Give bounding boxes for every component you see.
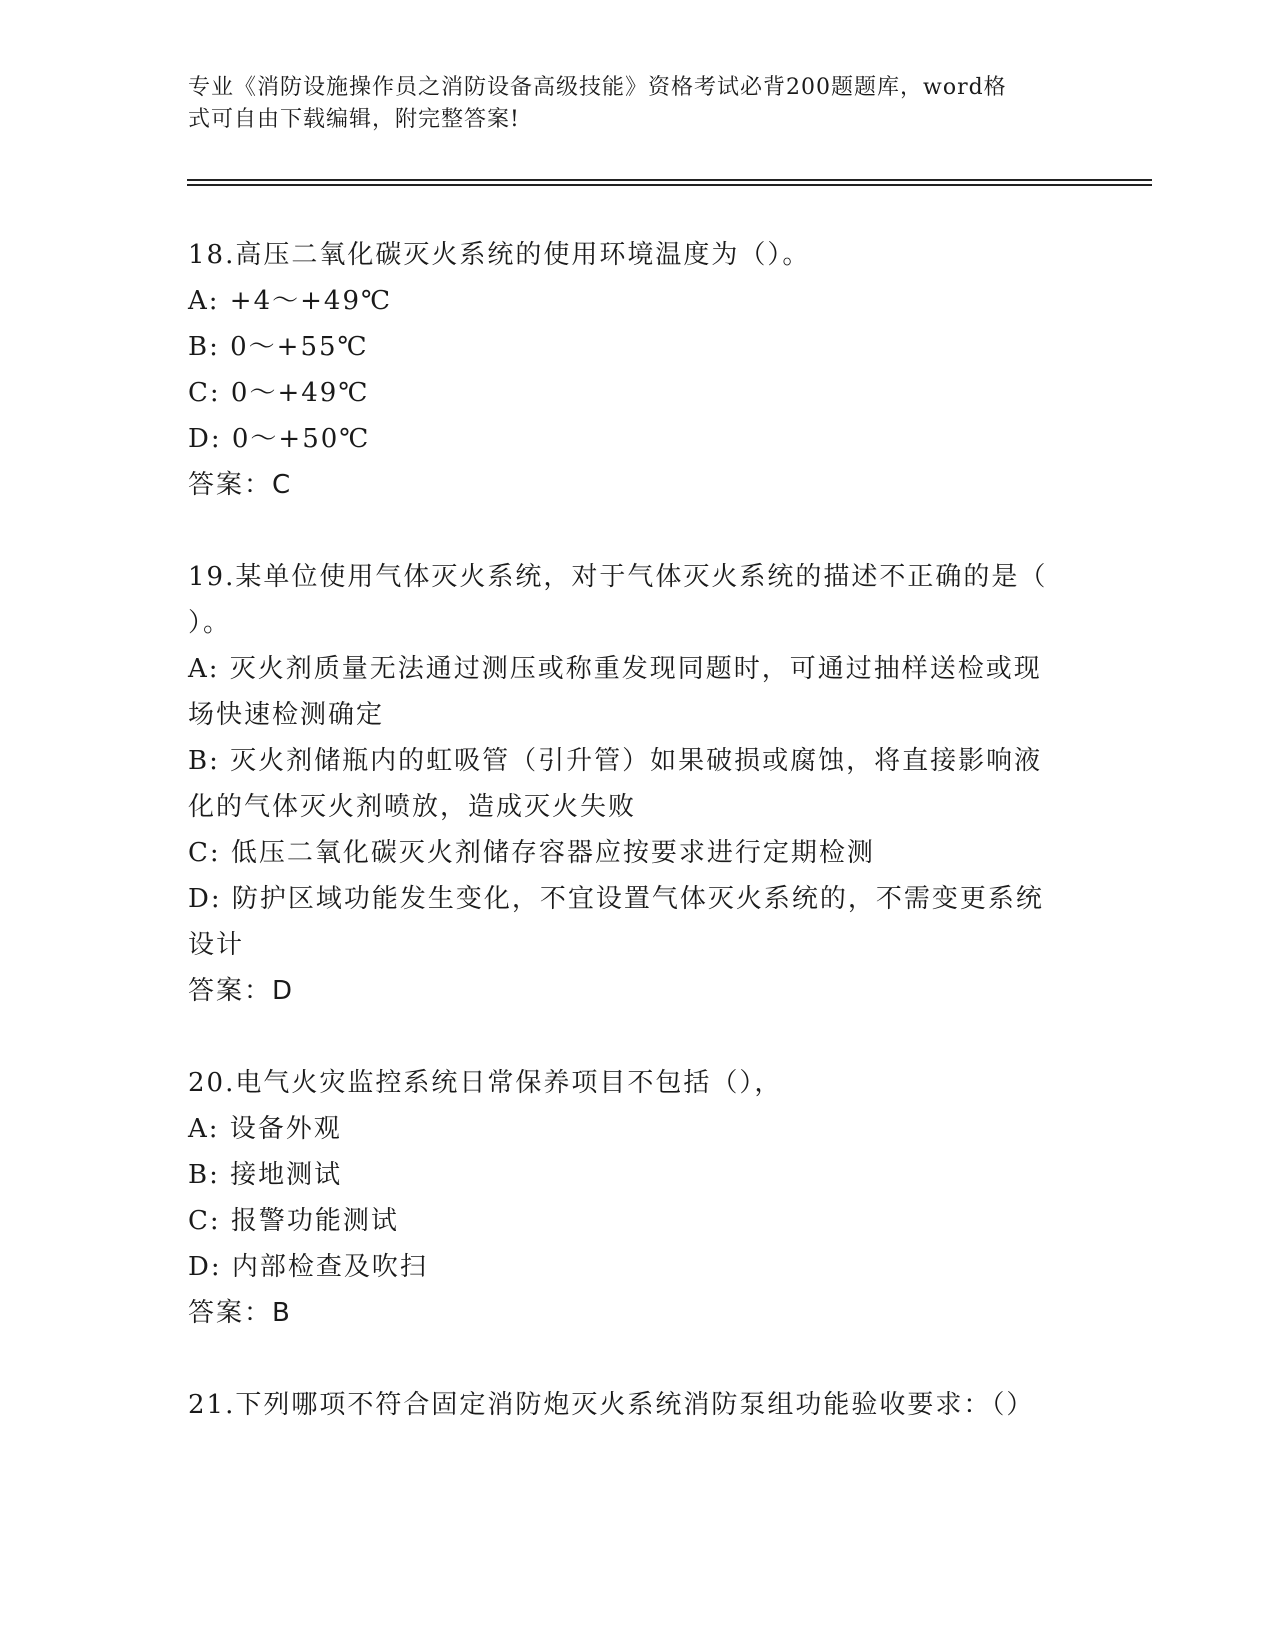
header-divider-top: [187, 179, 1152, 181]
option-a: A: 灭火剂质量无法通过测压或称重发现同题时，可通过抽样送检或现: [188, 654, 1042, 684]
question-stem: 19.某单位使用气体灭火系统，对于气体灭火系统的描述不正确的是（: [188, 562, 1048, 592]
question-stem: 18.高压二氧化碳灭火系统的使用环境温度为（）。: [188, 240, 811, 270]
option-a: A: 设备外观: [188, 1114, 342, 1144]
option-c: C: 报警功能测试: [188, 1206, 399, 1236]
question-list: [188, 232, 1088, 1474]
option-b-cont: 化的气体灭火剂喷放，造成灭火失败: [188, 792, 637, 822]
answer-line: 答案：D: [188, 976, 295, 1006]
option-c: C: 低压二氧化碳灭火剂储存容器应按要求进行定期检测: [188, 838, 875, 868]
option-a-cont: 场快速检测确定: [188, 700, 385, 730]
option-b: B: 0～+55℃: [188, 332, 369, 362]
header-line-1: 专业《消防设施操作员之消防设备高级技能》资格考试必背200题题库，word格: [188, 75, 1007, 100]
question-19: [188, 554, 1088, 1014]
option-d-cont: 设计: [188, 930, 245, 960]
question-21: [188, 1382, 1088, 1428]
option-b: B: 接地测试: [188, 1160, 343, 1190]
option-c: C: 0～+49℃: [188, 378, 370, 408]
question-20: [188, 1060, 1088, 1336]
option-d: D: 0～+50℃: [188, 424, 371, 454]
option-a: A: +4～+49℃: [188, 286, 393, 316]
option-d: D: 防护区域功能发生变化，不宜设置气体灭火系统的，不需变更系统: [188, 884, 1044, 914]
header-divider-bottom: [187, 184, 1152, 186]
answer-line: 答案：B: [188, 1298, 292, 1328]
question-stem-cont: ）。: [188, 608, 232, 638]
answer-line: 答案：C: [188, 470, 293, 500]
question-stem: 20.电气火灾监控系统日常保养项目不包括（），: [188, 1068, 783, 1098]
question-18: [188, 232, 1088, 508]
document-header: [188, 72, 1068, 136]
question-stem: 21.下列哪项不符合固定消防炮灭火系统消防泵组功能验收要求：（）: [188, 1390, 1035, 1420]
option-d: D: 内部检查及吹扫: [188, 1252, 428, 1282]
option-b: B: 灭火剂储瓶内的虹吸管（引升管）如果破损或腐蚀，将直接影响液: [188, 746, 1043, 776]
header-line-2: 式可自由下载编辑，附完整答案!: [188, 107, 520, 132]
